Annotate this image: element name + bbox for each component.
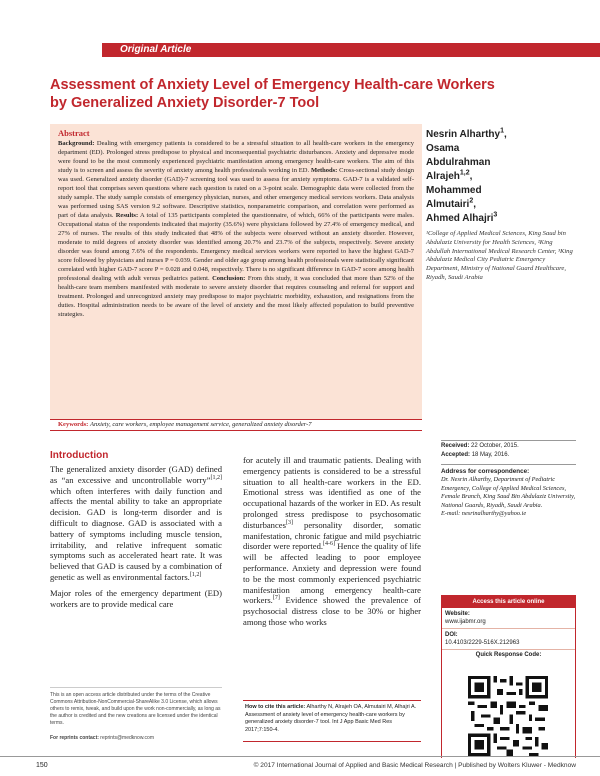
author-1-sup: 1 <box>500 127 504 135</box>
correspondence-email[interactable]: E-mail: nesrinalharthy@yahoo.ie <box>441 510 527 518</box>
received-date: 22 October, 2015. <box>471 443 519 449</box>
citation-ref: [1,2] <box>189 572 202 579</box>
conclusion-label: Conclusion: <box>212 275 246 282</box>
author-2-first: Osama <box>426 143 460 154</box>
methods-label: Methods: <box>310 167 338 174</box>
methods-text: Cross-sectional study design was used. Generalized anxiety disorder (GAD)-7 screening tool was used to assess for anxiety symptoms. GAD-7 is a validated self-report tool that comprises seven questions where each question is rated on a 3-point scale. Demographic data were collected from the study sample. The study sample consists of emergency physician, nurses, and other emergency medical services workers. Data analysis was performed using SAS version 9.2 software. Descriptive statistics, nonparametric comparison, and correlation were performed as part of data analysis. <box>58 167 415 219</box>
intro-paragraph-2: Major roles of the emergency department (ED) workers are to provide medical care <box>50 587 222 609</box>
reprints-email[interactable]: reprints@medknow.com <box>100 735 155 741</box>
reprints-label: For reprints contact: <box>50 735 99 741</box>
intro-col2-part-c: Hence the quality of life will be affected leading to poor employee performance. Anxiety and depression were found to be the most commonly experienced psychiatric manifestation among emergency health-care workers. <box>243 541 421 606</box>
qr-code-icon[interactable] <box>468 676 548 756</box>
keywords-label: Keywords: <box>58 421 89 428</box>
article-title: Assessment of Anxiety Level of Emergency Health-care Workers by Generalized Anxiety Disorder-7 Tool <box>50 77 495 111</box>
qr-label: Quick Response Code: <box>475 652 542 658</box>
website-link[interactable]: www.ijabmr.org <box>445 619 486 625</box>
intro-paragraph-1 <box>50 464 222 583</box>
doi-row <box>442 629 575 650</box>
intro-col2-part-b: personality disorder, somatic manifestation, chronic fatigue and mild psychiatric disorder were reported. <box>243 519 421 552</box>
doi-label: DOI: <box>445 632 458 638</box>
author-2-last: Alrajeh <box>426 171 460 182</box>
author-names: Nesrin Alharthy$^1$, Osama Abdulrahman Alrajeh$^{1,2}$, Mohammed Almutairi$^2$, Ahmed Alhajri$^3$ <box>426 127 507 224</box>
author-4-sup: 3 <box>493 211 498 219</box>
accepted-date: 18 May, 2016. <box>471 452 510 458</box>
received-label: Received: <box>441 443 470 449</box>
intro-paragraph-continued <box>243 455 421 628</box>
citation-ref: [3] <box>285 519 293 526</box>
accepted-label: Accepted: <box>441 452 471 458</box>
cite-label: How to cite this article: <box>245 704 306 710</box>
background-label: Background: <box>58 140 95 147</box>
affiliations: ¹College of Applied Medical Sciences, King Saud bin Abdulaziz University for Health Sciences, ²King Abdullah International Medical Research Center, ³King Abdulaziz Medical City Pediatric Emergency Department, Ministry of National Guard Healthcare, Riyadh, Saudi Arabia <box>426 230 573 281</box>
section-label: Original Article <box>120 44 192 55</box>
author-3-last: Almutairi <box>426 199 470 210</box>
citation-ref: [7] <box>272 595 280 602</box>
intro-p1-part-b: which often interferes with daily function and affects the mental ability to take an appropriate decision. GAD is long-term disorder and is difficult to diagnose. GAD is associated with a battery of symptoms including muscle tension, irritability, and relative infrequent somatic symptoms such as accelerated heart rate. It was believed that GAD is caused by a combination of genetic as well as environmental factors. <box>50 485 222 582</box>
correspondence-label: Address for correspondence: <box>441 468 530 475</box>
body-column-2 <box>243 455 421 628</box>
author-4: Ahmed Alhajri <box>426 213 494 224</box>
section-banner <box>102 43 600 57</box>
body-column-1 <box>50 464 222 609</box>
keywords-bar <box>50 419 422 431</box>
intro-p1-part-a: The generalized anxiety disorder (GAD) defined as “an excessive and uncontrollable worry” <box>50 464 222 485</box>
abstract-text <box>58 139 414 319</box>
author-2-middle: Abdulrahman <box>426 157 491 168</box>
access-heading: Access this article online <box>442 596 575 608</box>
correspondence-block <box>441 464 576 518</box>
introduction-heading: Introduction <box>50 450 109 461</box>
footer-copyright: © 2017 International Journal of Applied and Basic Medical Research | Published by Wolters Kluwer - Medknow <box>253 762 576 769</box>
abstract-box <box>50 124 422 419</box>
citation-ref: [1,2] <box>210 474 222 481</box>
conclusion-text: From this study, it was concluded that more than 52% of the health-care team members manifested with moderate to severe anxiety disorder that requires counseling and referral for support and treatment. Prolonged and unrecognized anxiety may predispose to major psychiatric morbidity, exhaustion, and resignations from the duties. Hospital administration needs to be aware of the level of anxiety and the most likely affected population to build preventive strategies. <box>58 275 414 318</box>
license-divider <box>50 687 222 688</box>
authors-block <box>426 128 576 283</box>
author-1: Nesrin Alharthy <box>426 129 501 140</box>
intro-col2-part-d: Evidence showed the prevalence of psychosocial distress close to be 30% or higher among those who works <box>243 595 421 627</box>
results-text: A total of 135 participants completed the questionnaire, of which, 66% of the participants were males. Occupational status of the respondents indicated that majority (35.6%) were physicians followed by 27.4% of emergency medical, and 27% of nurses. The results of this study indicated that 48% of the subjects were observed without an anxiety disorder. However, moderate to mild degrees of anxiety disorder was identified among 20.7% and 23.7% of the subjects, respectively. Severe anxiety disorder was found among 7.6% of the respondents. Emergency medical services workers were reported to have the highest GAD-7 score followed by physicians and nurses P = 0.039. Gender and older age group among health professionals were statistically significant correlated with higher GAD-7 score P = 0.028 and 0.048, respectively. There is no significant difference in GAD-7 score among health professional dealing with adult versus pediatrics patient. <box>58 212 414 282</box>
reprints-line <box>50 735 154 741</box>
author-3-sup: 2 <box>469 197 474 205</box>
author-2-sup: 1,2 <box>459 169 470 177</box>
license-text: This is an open access article distributed under the terms of the Creative Commons Attribution-NonCommercial-ShareAlike 3.0 License, which allows others to remix, tweak, and build upon the work non-commercially, as long as the author is credited and the new creations are licensed under the identical terms. <box>50 692 221 726</box>
page-number: 150 <box>36 762 48 769</box>
results-label: Results: <box>115 212 139 219</box>
author-3-first: Mohammed <box>426 185 482 196</box>
abstract-heading: Abstract <box>58 128 90 138</box>
page-footer <box>0 758 600 776</box>
keywords-value: Anxiety, care workers, employee management service, generalized anxiety disorder-7 <box>89 421 312 428</box>
website-label: Website: <box>445 611 470 617</box>
correspondence-body: Dr. Nesrin Alharthy, Department of Pediatric Emergency, College of Applied Medical Sciences, Female Branch, King Saud Bin Abdulaziz University, National Guards, Riyadh, Saudi Arabia. <box>441 476 576 509</box>
background-text: Dealing with emergency patients is considered to be a stressful situation to all health-care workers in the emergency department (ED). Prolonged stress predispose to physical and inconsequential psychiatric disturbances. Anxiety and depressive mode were found to be the most commonly experienced psychiatric manifestation among emergency health-care workers. The aim of this study is to screen and assess the severity of anxiety among health professionals working in ED. <box>58 140 415 174</box>
citation-ref: [4-6] <box>323 541 336 548</box>
citation-box <box>243 700 421 742</box>
dates-block <box>441 440 576 460</box>
website-row <box>442 608 575 629</box>
doi-value[interactable]: 10.4103/2229-516X.212963 <box>445 640 520 646</box>
intro-col2-part-a: for acutely ill and traumatic patients. Dealing with emergency patients is considered to be a stressful situation to all health-care workers in the ED. Emotional stress was identified as one of the occupational hazards of the worker in ED. As result prolonged stress predispose to psychosomatic disturbances <box>243 455 421 530</box>
cite-text: Alharthy N, Alrajeh OA, Almutairi M, Alhajri A. Assessment of anxiety level of emergency health-care workers by generalized anxiety disorder-7 tool. Int J App Basic Med Res 2017;7:150-4. <box>245 704 417 733</box>
footer-divider <box>0 756 600 757</box>
